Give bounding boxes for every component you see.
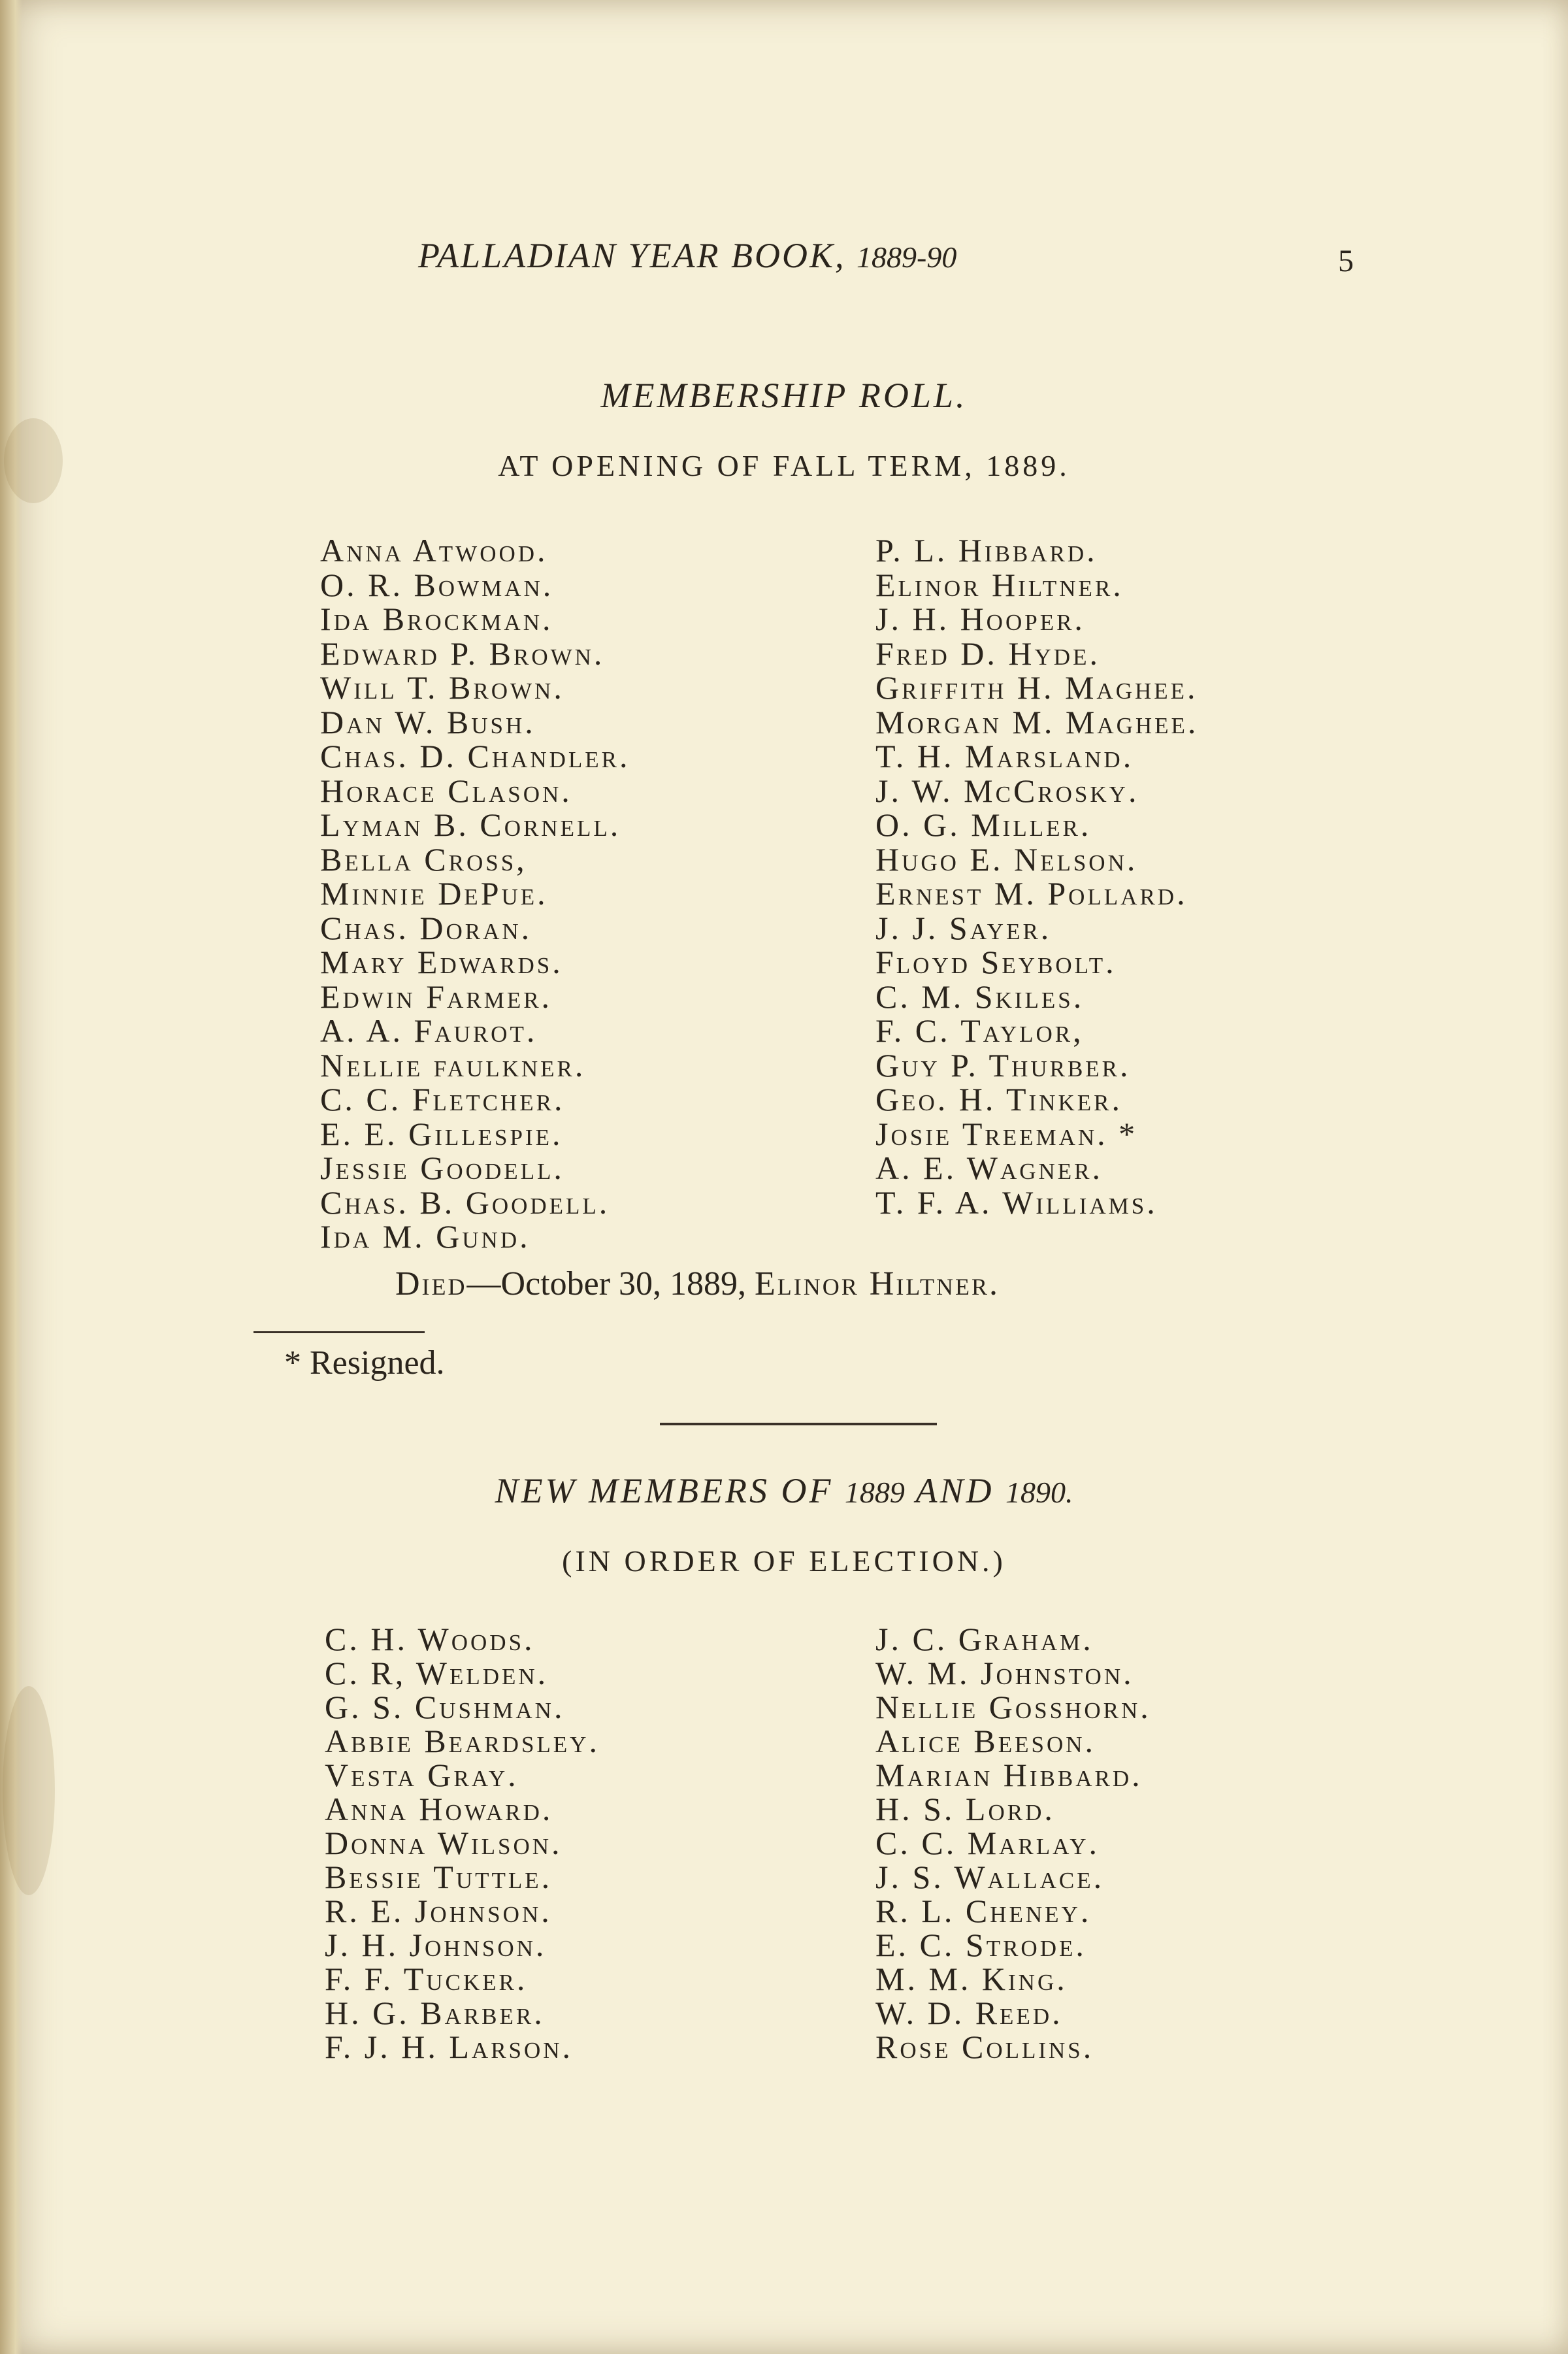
member-name: Edward P. Brown. (320, 635, 605, 672)
member-name: Nellie faulkner. (320, 1046, 586, 1084)
member-name: J. W. McCrosky. (875, 772, 1139, 809)
died-name: Elinor Hiltner. (755, 1265, 1000, 1302)
died-date: —October 30, 1889, (466, 1265, 755, 1302)
new-member-name: C. H. Woods. (325, 1621, 535, 1657)
page-number: 5 (1338, 244, 1354, 278)
running-header (418, 235, 1398, 276)
new-member-name: W. M. Johnston. (875, 1655, 1134, 1691)
membership-roll-subtitle: AT OPENING OF FALL TERM, 1889. (498, 449, 1070, 482)
died-label: Died (395, 1265, 467, 1302)
new-member-name: Vesta Gray. (325, 1757, 519, 1793)
new-member-name: F. J. H. Larson. (325, 2029, 574, 2065)
new-member-name: J. H. Johnson. (325, 1927, 547, 1963)
died-note (395, 1265, 1000, 1303)
page-binding-edge (0, 0, 22, 2354)
new-members-year-1: 1889 (844, 1476, 905, 1509)
member-name: F. C. Taylor, (875, 1012, 1084, 1049)
member-name: Fred D. Hyde. (875, 635, 1100, 672)
member-name: A. E. Wagner. (875, 1150, 1103, 1186)
new-member-name: H. S. Lord. (875, 1791, 1055, 1827)
member-name: Morgan M. Maghee. (875, 703, 1199, 740)
member-name: Geo. H. Tinker. (875, 1081, 1122, 1118)
new-member-name: J. C. Graham. (875, 1621, 1094, 1657)
new-members-title-prefix: NEW MEMBERS OF (495, 1471, 834, 1510)
member-name: Dan W. Bush. (320, 703, 536, 740)
member-name: Chas. D. Chandler. (320, 738, 630, 774)
new-member-name: Donna Wilson. (325, 1825, 563, 1861)
new-member-name: Marian Hibbard. (875, 1757, 1143, 1793)
new-member-name: E. C. Strode. (875, 1927, 1086, 1963)
member-name: T. H. Marsland. (875, 738, 1134, 774)
member-name: Elinor Hiltner. (875, 566, 1124, 603)
new-members-year-2: 1890. (1005, 1476, 1073, 1509)
new-member-name: Nellie Gosshorn. (875, 1689, 1151, 1725)
member-name: Hugo E. Nelson. (875, 840, 1138, 878)
new-member-name: M. M. King. (875, 1961, 1068, 1997)
new-members-title-and: AND (915, 1471, 994, 1510)
member-name: Floyd Seybolt. (875, 944, 1117, 980)
new-member-name: G. S. Cushman. (325, 1689, 565, 1725)
new-members-right-column (875, 1622, 1151, 2064)
section-divider (660, 1423, 937, 1425)
member-name: Bella Cross, (320, 840, 527, 878)
new-member-name: H. G. Barber. (325, 1995, 545, 2031)
member-name: A. A. Faurot. (320, 1012, 538, 1049)
member-name: Mary Edwards. (320, 944, 563, 980)
new-member-name: R. L. Cheney. (875, 1893, 1092, 1929)
member-name: Ernest M. Pollard. (875, 875, 1188, 912)
new-member-name: C. C. Marlay. (875, 1825, 1100, 1861)
footnote: * Resigned. (284, 1344, 445, 1382)
member-name: Minnie DePue. (320, 875, 548, 912)
membership-right-column (875, 533, 1198, 1219)
member-name: C. M. Skiles. (875, 978, 1085, 1015)
member-name: P. L. Hibbard. (875, 532, 1098, 569)
membership-left-column (320, 533, 630, 1254)
new-member-name: J. S. Wallace. (875, 1859, 1105, 1895)
footnote-rule (253, 1331, 425, 1333)
member-name: Anna Atwood. (320, 532, 548, 569)
new-member-name: R. E. Johnson. (325, 1893, 552, 1929)
membership-roll-title: MEMBERSHIP ROLL. (600, 376, 968, 415)
member-name: J. J. Sayer. (875, 909, 1052, 946)
member-name: O. G. Miller. (875, 806, 1092, 843)
member-name: C. C. Fletcher. (320, 1081, 565, 1118)
member-name: Ida Brockman. (320, 601, 553, 637)
new-members-left-column (325, 1622, 600, 2064)
member-name: Ida M. Gund. (320, 1218, 531, 1255)
member-name: Griffith H. Maghee. (875, 669, 1198, 706)
new-members-subtitle: (IN ORDER OF ELECTION.) (562, 1544, 1006, 1578)
running-title: PALLADIAN YEAR BOOK, (418, 236, 846, 275)
member-name: T. F. A. Williams. (875, 1184, 1158, 1221)
paper-stain (3, 1686, 55, 1895)
member-name: Horace Clason. (320, 772, 572, 809)
member-name: E. E. Gillespie. (320, 1115, 563, 1152)
header-years: 1889-90 (857, 240, 957, 274)
member-name: Will T. Brown. (320, 669, 564, 706)
new-member-name: Rose Collins. (875, 2029, 1094, 2065)
member-name: Chas. B. Goodell. (320, 1184, 610, 1221)
new-member-name: Bessie Tuttle. (325, 1859, 553, 1895)
new-member-name: W. D. Reed. (875, 1995, 1063, 2031)
new-member-name: Alice Beeson. (875, 1723, 1096, 1759)
member-name: Guy P. Thurber. (875, 1046, 1131, 1084)
member-name: O. R. Bowman. (320, 566, 554, 603)
new-members-title (0, 1470, 1568, 1511)
member-name: Edwin Farmer. (320, 978, 553, 1015)
new-member-name: C. R, Welden. (325, 1655, 549, 1691)
member-name: Jessie Goodell. (320, 1150, 564, 1186)
member-name: Josie Treeman. * (875, 1115, 1138, 1152)
member-name: Lyman B. Cornell. (320, 806, 621, 843)
member-name: Chas. Doran. (320, 909, 532, 946)
new-member-name: F. F. Tucker. (325, 1961, 528, 1997)
new-member-name: Abbie Beardsley. (325, 1723, 600, 1759)
new-member-name: Anna Howard. (325, 1791, 553, 1827)
member-name: J. H. Hooper. (875, 601, 1085, 637)
